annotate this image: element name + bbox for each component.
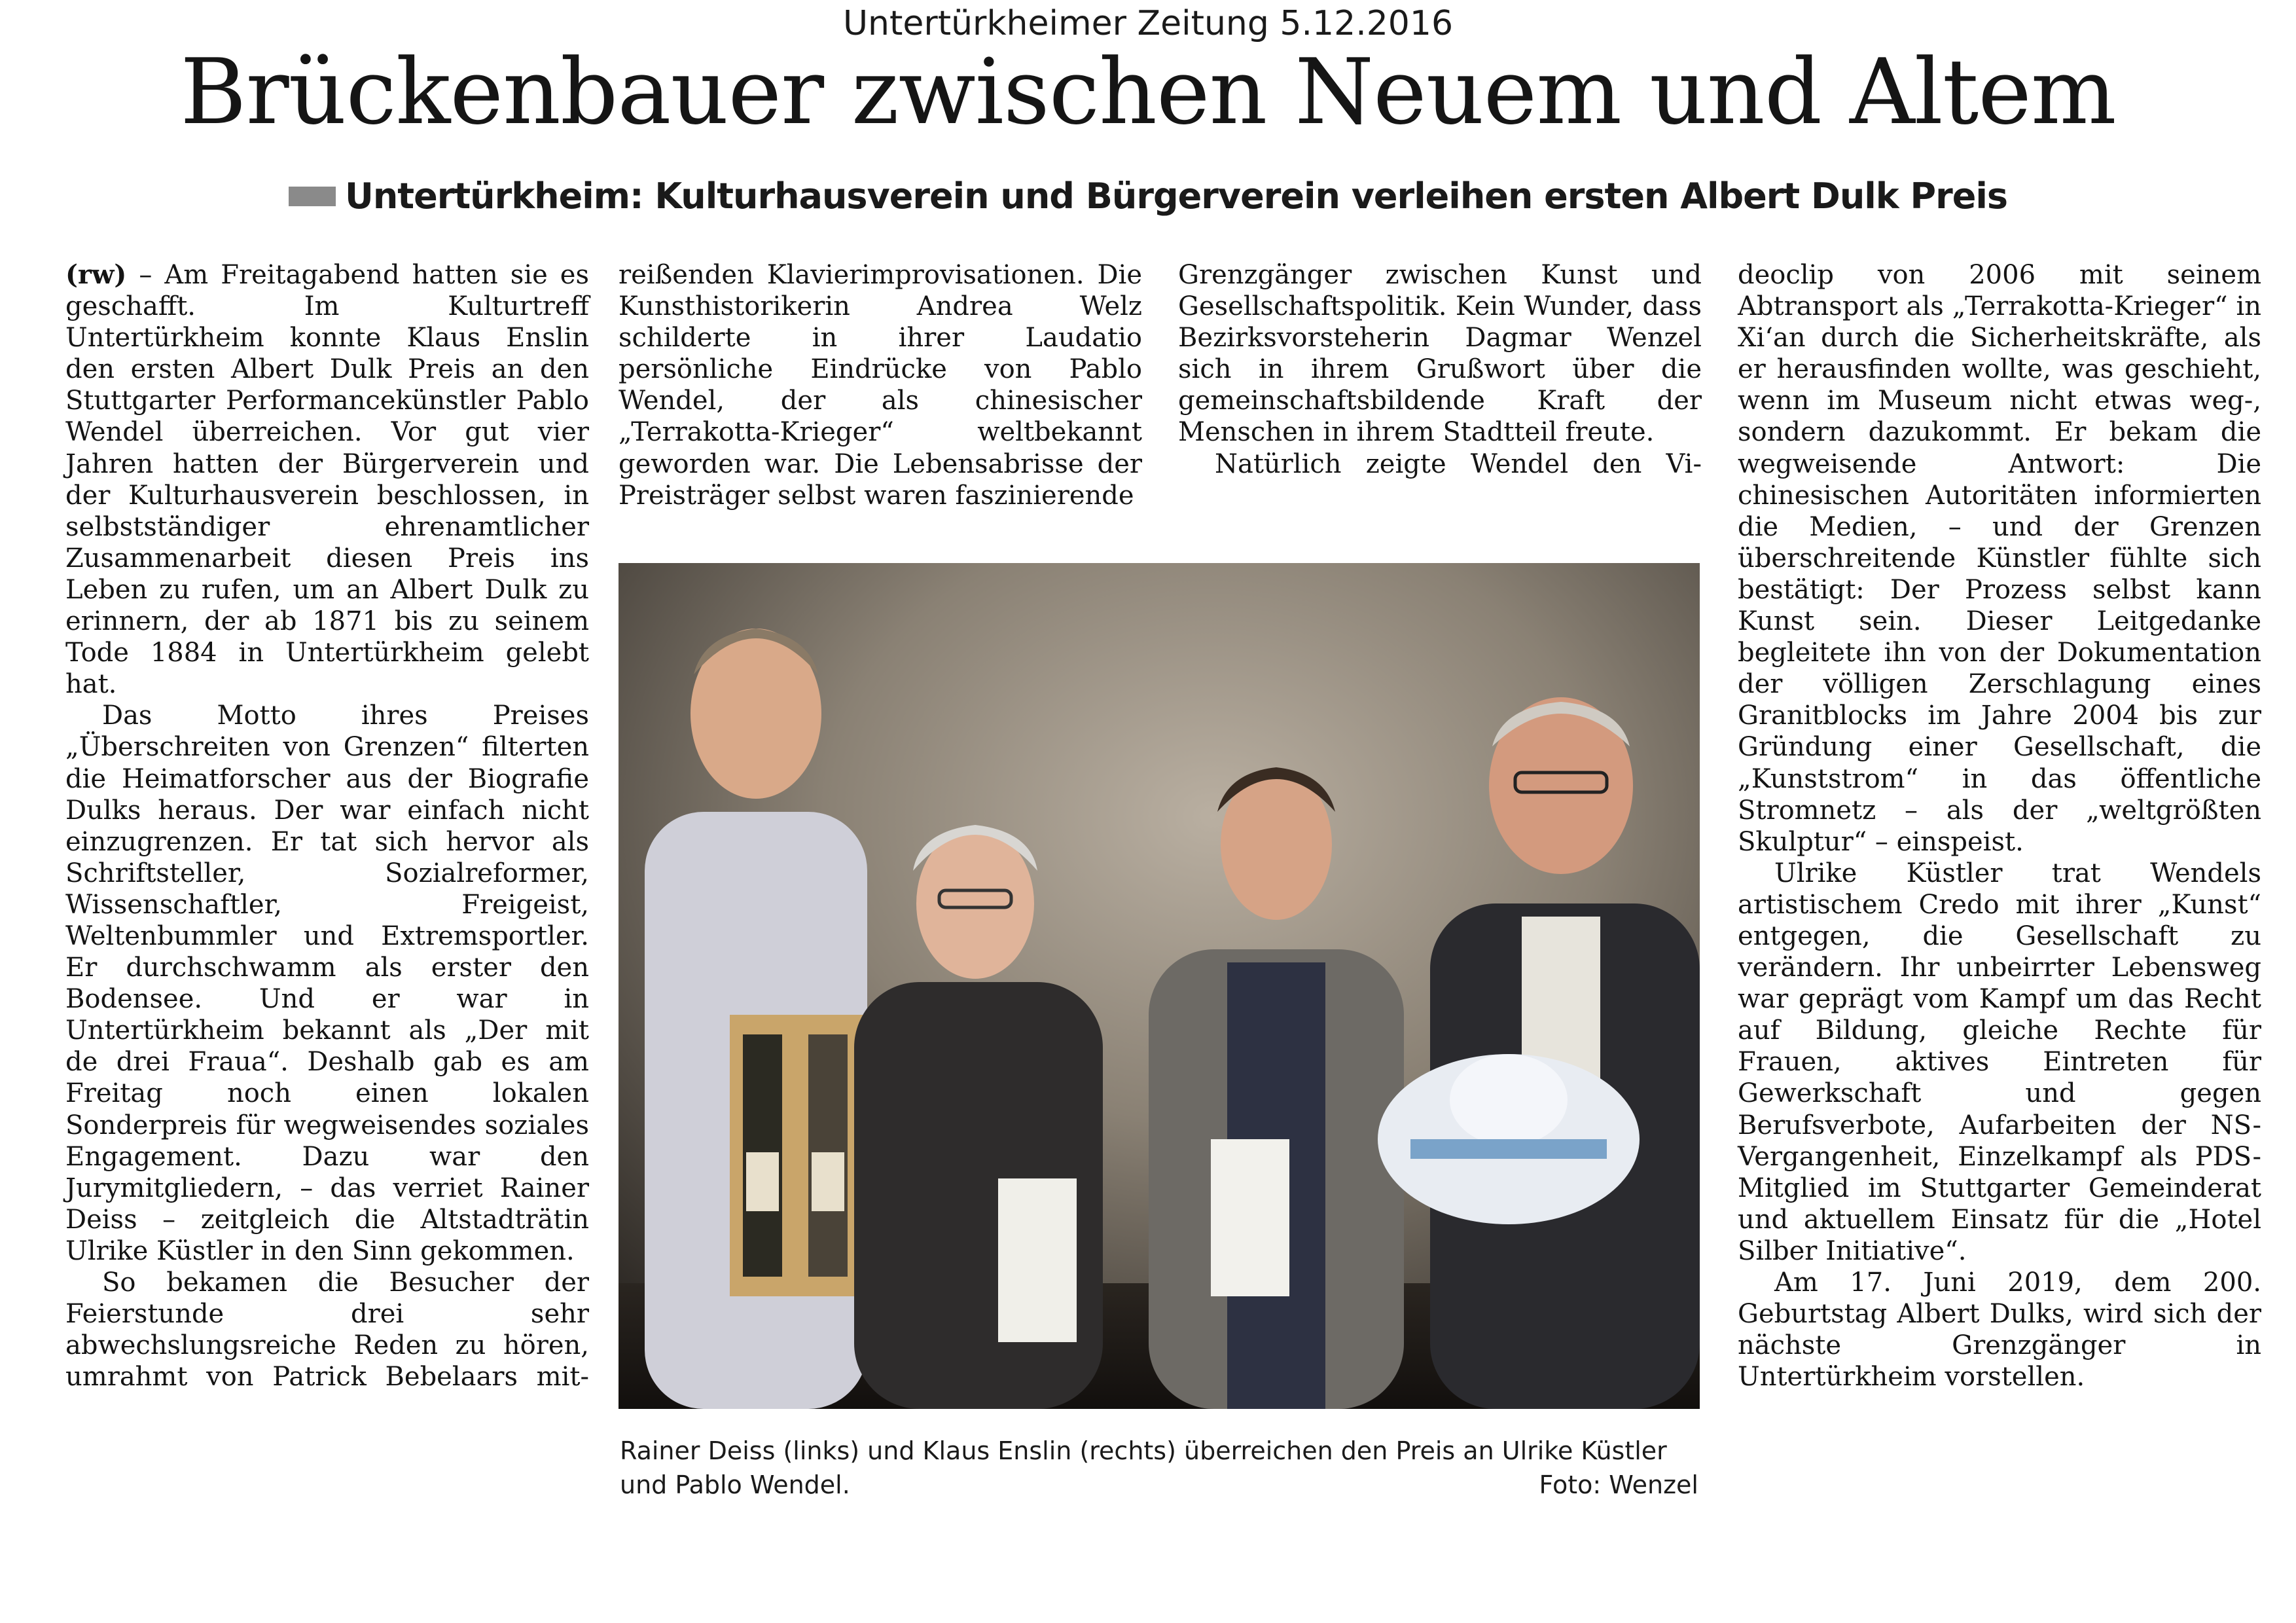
article-photo bbox=[619, 563, 1700, 1409]
caption-text: Rainer Deiss (links) und Klaus Enslin (rechts) überreichen den Preis an Ulrike Küstler und Pablo Wendel. bbox=[620, 1436, 1667, 1499]
paragraph: Ulrike Küstler trat Wendels artistischem Credo mit ihrer „Kunst“ entgegen, die Gesellschaft zu verändern. Ihr unbeirrter Lebensweg war geprägt vom Kampf um das Recht auf Bildung, gleiche Rechte für Frauen, aktives Eintreten für Gewerkschaft und gegen Berufsverbote, Aufarbeiten der NS-Vergangenheit, Einzelkampf als PDS-Mitglied im Stuttgarter Gemeinderat und aktuellem Einsatz für die „Hotel Silber Initiative“. bbox=[1738, 858, 2261, 1266]
byline: (rw) bbox=[65, 259, 127, 290]
paragraph: Das Motto ihres Preises „Überschreiten von Grenzen“ filterten die Heimatforscher aus der Biografie Dulks heraus. Der war einfach nicht einzugrenzen. Er tat sich hervor als Schriftsteller, Sozialreformer, Wissenschaftler, Freigeist, Weltenbummler und Extremsportler. Er durchschwamm als erster den Bodensee. Und er war in Untertürkheim bekannt als „Der mit de drei Fraua“. Deshalb gab es am Freitag noch einen lokalen Sonderpreis für wegweisendes soziales Engagement. Dazu war den Jurymitgliedern, – das verriet Rainer Deiss – zeitgleich die Altstadträtin Ulrike Küstler in den Sinn gekommen. bbox=[65, 701, 589, 1266]
gift-wine-box bbox=[730, 1015, 867, 1296]
paragraph: Natürlich zeigte Wendel den Vi- bbox=[1215, 448, 1702, 479]
photo-credit: Foto: Wenzel bbox=[1539, 1470, 1698, 1499]
paragraph-text: – Am Freitagabend hatten sie es geschafft. Im Kulturtreff Untertürkheim konnte Klaus Enslin den ersten Albert Dulk Preis an den Stuttgarter Performancekünstler Pablo Wendel überreichen. Vor gut vier Jahren hatten der Bürgerverein und der Kulturhausverein beschlossen, in selbstständiger ehrenamtlicher Zusammenarbeit diesen Preis ins Leben zu rufen, um an Albert Dulk zu erinnern, der ab 1871 bis zu seinem Tode 1884 in Untertürkheim gelebt hat. bbox=[65, 260, 589, 700]
gift-basket bbox=[1378, 1054, 1640, 1224]
photo-illustration bbox=[619, 563, 1700, 1409]
paragraph: So bekamen die Besucher der Feierstunde drei sehr abwechslungsreiche Reden zu hören, umrahmt von Patrick Bebelaars mit- bbox=[65, 1267, 589, 1393]
subheadline-marker-bar bbox=[289, 187, 336, 206]
photo-caption bbox=[620, 1434, 1698, 1502]
subheadline bbox=[289, 175, 2007, 217]
paragraph: deoclip von 2006 mit seinem Abtransport als „Terrakotta-Krieger“ in Xi‘an durch die Sicherheitskräfte, als er herausfinden wollte, was geschieht, wenn im Museum nicht etwas weg-, sondern dazukommt. Er bekam die wegweisende Antwort: Die chinesischen Autoritäten informierten die Medien, – und der Grenzen überschreitende Künstler fühlte sich bestätigt: Der Prozess selbst kann Kunst sein. Dieser Leitgedanke begleitete ihn von der Dokumentation der völligen Zerschlagung eines Granitblocks im Jahre 2004 bis zur Gründung einer Gesellschaft, die „Kunststrom“ in das öffentliche Stromnetz – als der „weltgrößten Skulptur“ – einspeist. bbox=[1738, 260, 2261, 857]
paragraph bbox=[65, 259, 589, 700]
article-column-3 bbox=[1178, 259, 1702, 480]
subheadline-row bbox=[0, 175, 2296, 217]
article-column-4 bbox=[1738, 259, 2261, 1393]
article-column-2 bbox=[619, 259, 1142, 511]
article-column-1 bbox=[65, 259, 589, 1393]
paragraph: Grenzgänger zwischen Kunst und Gesellschaftspolitik. Kein Wunder, dass Bezirksvorsteherin Dagmar Wenzel sich in ihrem Grußwort über die gemeinschaftsbildende Kraft der Menschen in ihrem Stadtteil freute. bbox=[1178, 260, 1702, 448]
paragraph: reißenden Klavierimprovisationen. Die Kunsthistorikerin Andrea Welz schilderte in ihrer Laudatio persönliche Eindrücke von Pablo Wendel, der als chinesischer „Terrakotta-Krieger“ weltbekannt geworden war. Die Lebensabrisse der Preisträger selbst waren faszinierende bbox=[619, 260, 1142, 511]
paragraph: Am 17. Juni 2019, dem 200. Geburtstag Albert Dulks, wird sich der nächste Grenzgänger in Untertürkheim vorstellen. bbox=[1738, 1267, 2261, 1393]
source-line: Untertürkheimer Zeitung 5.12.2016 bbox=[842, 4, 1454, 43]
headline: Brückenbauer zwischen Neuem und Altem bbox=[180, 39, 2116, 145]
subheadline-text: Untertürkheim: Kulturhausverein und Bürgerverein verleihen ersten Albert Dulk Preis bbox=[344, 175, 2008, 217]
